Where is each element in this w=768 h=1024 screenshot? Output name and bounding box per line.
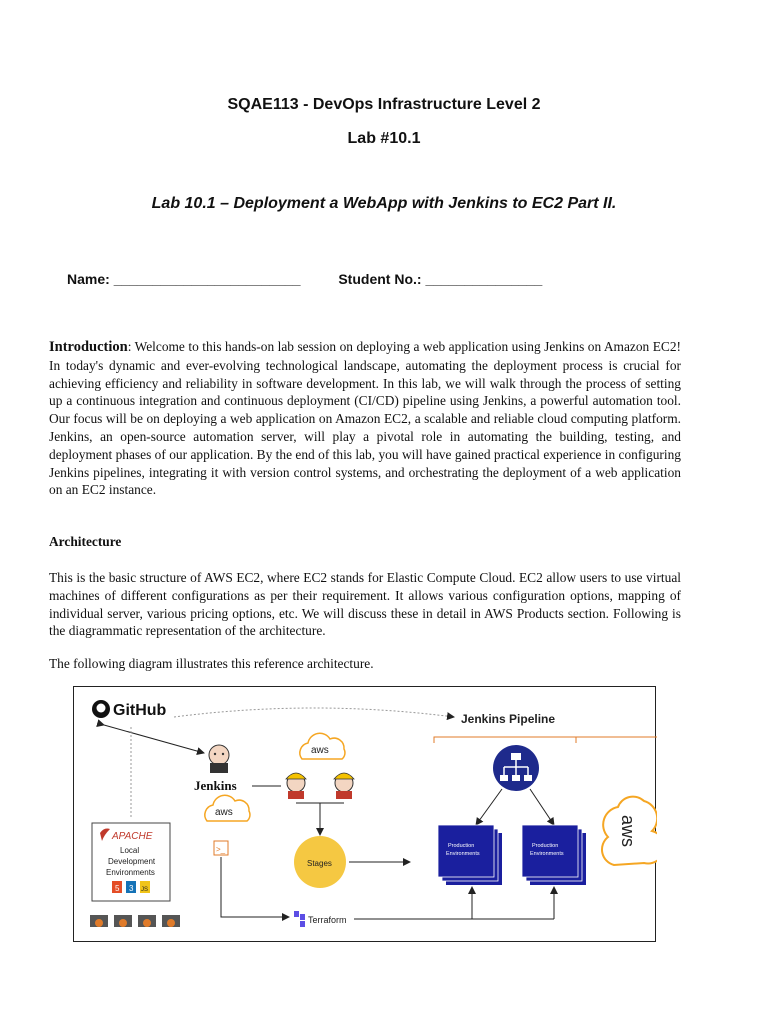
aws-cloud-large-icon <box>602 797 657 865</box>
introduction-paragraph <box>49 338 681 499</box>
introduction-text: : Welcome to this hands-on lab session on deploying a web application using Jenkins on Amazon EC2! In today's dynamic and ever-evolving technological landscape, automating the deployment process is crucial for achieving efficiency and reliability in software development. In this lab, we will walk through the process of setting up a continuous integration and continuous deployment (CI/CD) pipeline using Jenkins, a powerful automation tool. Our focus will be on deploying a web application on Amazon EC2, a scalable and reliable cloud computing platform. Jenkins, an open-source automation server, will play a pivotal role in automating the building, testing, and deployment phases of our application. By the end of this lab, you will have gained practical experience in configuring Jenkins pipelines, integrating it with version control systems, and orchestrating the deployment of a web application on an EC2 instance. <box>49 339 681 498</box>
github-jenkins-arrow <box>104 725 204 753</box>
apache-local-box <box>92 823 170 901</box>
terraform-logo <box>294 911 347 927</box>
jenkins-agent-icon <box>286 773 306 799</box>
lab-subtitle: Lab 10.1 – Deployment a WebApp with Jenkins to EC2 Part II. <box>151 195 617 212</box>
aws-cloud-icon <box>205 795 250 821</box>
architecture-heading: Architecture <box>49 534 122 549</box>
terraform-label: Terraform <box>308 915 347 925</box>
terminal-icon <box>214 841 228 855</box>
jenkins-icon <box>209 745 229 773</box>
svg-text:JS: JS <box>141 887 149 893</box>
name-row <box>67 271 542 287</box>
name-field[interactable]: ________________________ <box>113 271 301 287</box>
pipeline-label: Jenkins Pipeline <box>461 712 556 726</box>
prod2-label-1: Production <box>532 843 559 849</box>
svg-text:Environments: Environments <box>106 868 155 877</box>
svg-text:>_: >_ <box>216 845 226 854</box>
apache-label: APACHE <box>112 831 153 842</box>
production-env-1 <box>438 825 502 885</box>
hub-prod1-arrow <box>476 789 502 825</box>
svg-text:5: 5 <box>115 884 120 893</box>
architecture-diagram <box>73 686 656 942</box>
terraform-icon <box>294 911 299 917</box>
stages-label: Stages <box>307 859 332 868</box>
prod1-label-2: Environments <box>446 851 480 857</box>
github-logo <box>92 700 167 719</box>
student-no-field[interactable]: _______________ <box>425 271 543 287</box>
jenkins-label: Jenkins <box>194 778 237 793</box>
lab-number: Lab #10.1 <box>347 130 421 147</box>
developer-icons <box>90 915 180 927</box>
architecture-paragraph: This is the basic structure of AWS EC2, where EC2 stands for Elastic Compute Cloud. EC2 allow users to use virtual machines of different configurations as per their requirement. It allows various configuration options, mapping of individual server, various pricing options, etc. We will discuss these in detail in AWS Products section. Following is the diagrammatic representation of the architecture. <box>49 570 681 639</box>
course-title: SQAE113 - DevOps Infrastructure Level 2 <box>227 96 541 113</box>
svg-text:3: 3 <box>129 884 134 893</box>
aws-cloud-icon <box>300 733 345 759</box>
prod2-label-2: Environments <box>530 851 564 857</box>
prod1-label-1: Production <box>448 843 475 849</box>
production-env-2 <box>522 825 586 885</box>
pipeline-bracket <box>434 737 657 743</box>
jenkins-agent-icon <box>334 773 354 799</box>
pipeline-hub-icon <box>493 745 539 791</box>
student-no-label: Student No.: <box>338 271 422 287</box>
aws-label-large: aws <box>618 815 638 848</box>
aws-label-top: aws <box>311 745 329 756</box>
diagram-intro-text: The following diagram illustrates this reference architecture. <box>49 656 374 671</box>
terminal-terraform-arrow <box>221 857 289 917</box>
name-label: Name: <box>67 271 110 287</box>
aws-label-left: aws <box>215 807 233 818</box>
svg-text:Local: Local <box>120 846 140 855</box>
github-pipeline-link <box>174 708 454 717</box>
hub-prod2-arrow <box>530 789 554 825</box>
github-label: GitHub <box>113 702 167 719</box>
introduction-lead: Introduction <box>49 339 128 355</box>
svg-text:Development: Development <box>108 857 156 866</box>
